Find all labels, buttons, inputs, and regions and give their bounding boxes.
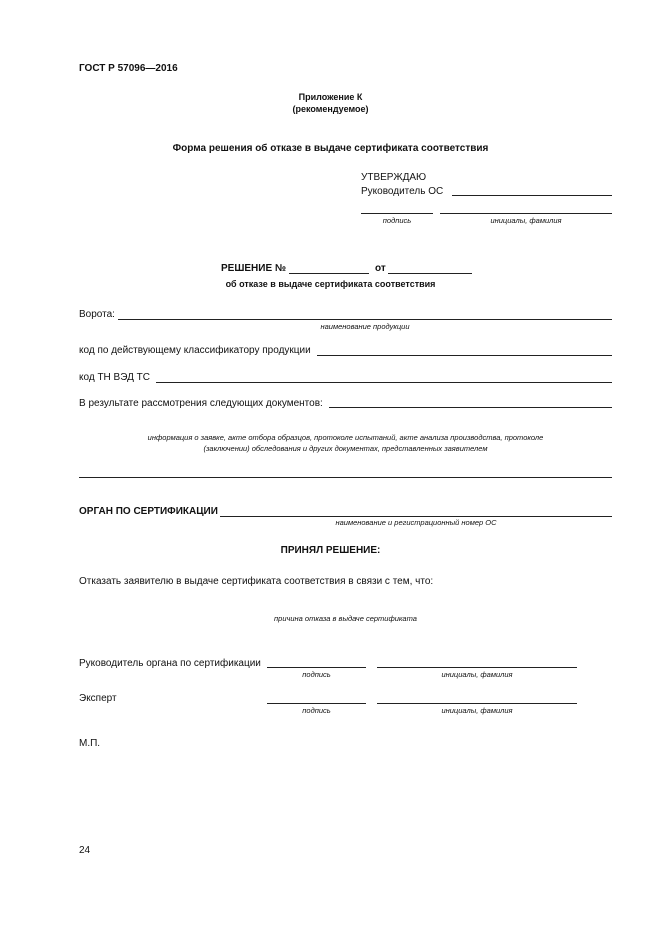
stamp-label: М.П. bbox=[79, 738, 101, 749]
page-number: 24 bbox=[79, 845, 91, 856]
docs-line bbox=[329, 407, 612, 408]
approve-name-line bbox=[440, 213, 612, 214]
expert-name-caption: инициалы, фамилия bbox=[441, 706, 513, 715]
expert-signature-line bbox=[267, 703, 366, 704]
expert-signature-caption: подпись bbox=[302, 706, 331, 715]
organ-line bbox=[220, 516, 612, 517]
tnved-line bbox=[156, 382, 612, 383]
docs-caption-1: информация о заявке, акте отбора образцов, протоколе испытаний, акте анализа производства, протоколе bbox=[147, 433, 544, 442]
approve-name-caption: инициалы, фамилия bbox=[490, 216, 562, 225]
appendix-subtitle: (рекомендуемое) bbox=[292, 104, 369, 114]
standard-header: ГОСТ Р 57096—2016 bbox=[79, 63, 178, 74]
product-label: Ворота: bbox=[79, 309, 115, 320]
decision-number-label: РЕШЕНИЕ № bbox=[221, 263, 287, 274]
approve-signature-line bbox=[361, 213, 433, 214]
product-line bbox=[118, 319, 612, 320]
classifier-label: код по действующему классификатору продукции bbox=[79, 345, 311, 356]
appendix-title: Приложение К bbox=[298, 92, 363, 102]
docs-caption-2: (заключении) обследования и других документах, представленных заявителем bbox=[203, 444, 488, 453]
product-caption: наименование продукции bbox=[320, 322, 410, 331]
head-signature-label: Руководитель органа по сертификации bbox=[79, 658, 261, 669]
classifier-line bbox=[317, 355, 612, 356]
decision-subtitle: об отказе в выдаче сертификата соответствия bbox=[225, 279, 436, 289]
approve-head-line bbox=[452, 195, 612, 196]
organ-caption: наименование и регистрационный номер ОС bbox=[335, 518, 497, 527]
refusal-caption: причина отказа в выдаче сертификата bbox=[274, 614, 417, 623]
form-title: Форма решения об отказе в выдаче сертификата соответствия bbox=[172, 143, 489, 154]
organ-label: ОРГАН ПО СЕРТИФИКАЦИИ bbox=[79, 506, 218, 517]
docs-extra-line bbox=[79, 477, 612, 478]
refusal-text: Отказать заявителю в выдаче сертификата соответствия в связи с тем, что: bbox=[79, 576, 434, 587]
head-name-line bbox=[377, 667, 577, 668]
decision-from-label: от bbox=[375, 263, 386, 274]
approve-head-label: Руководитель ОС bbox=[361, 186, 444, 197]
decision-date-line bbox=[388, 273, 472, 274]
decision-number-line bbox=[289, 273, 369, 274]
expert-label: Эксперт bbox=[79, 693, 117, 704]
accepted-heading: ПРИНЯЛ РЕШЕНИЕ: bbox=[280, 545, 381, 556]
docs-label: В результате рассмотрения следующих документов: bbox=[79, 398, 323, 409]
head-name-caption: инициалы, фамилия bbox=[441, 670, 513, 679]
head-signature-line bbox=[267, 667, 366, 668]
approve-label: УТВЕРЖДАЮ bbox=[361, 172, 427, 183]
head-signature-caption: подпись bbox=[302, 670, 331, 679]
expert-name-line bbox=[377, 703, 577, 704]
tnved-label: код ТН ВЭД ТС bbox=[79, 372, 150, 383]
approve-signature-caption: подпись bbox=[382, 216, 412, 225]
